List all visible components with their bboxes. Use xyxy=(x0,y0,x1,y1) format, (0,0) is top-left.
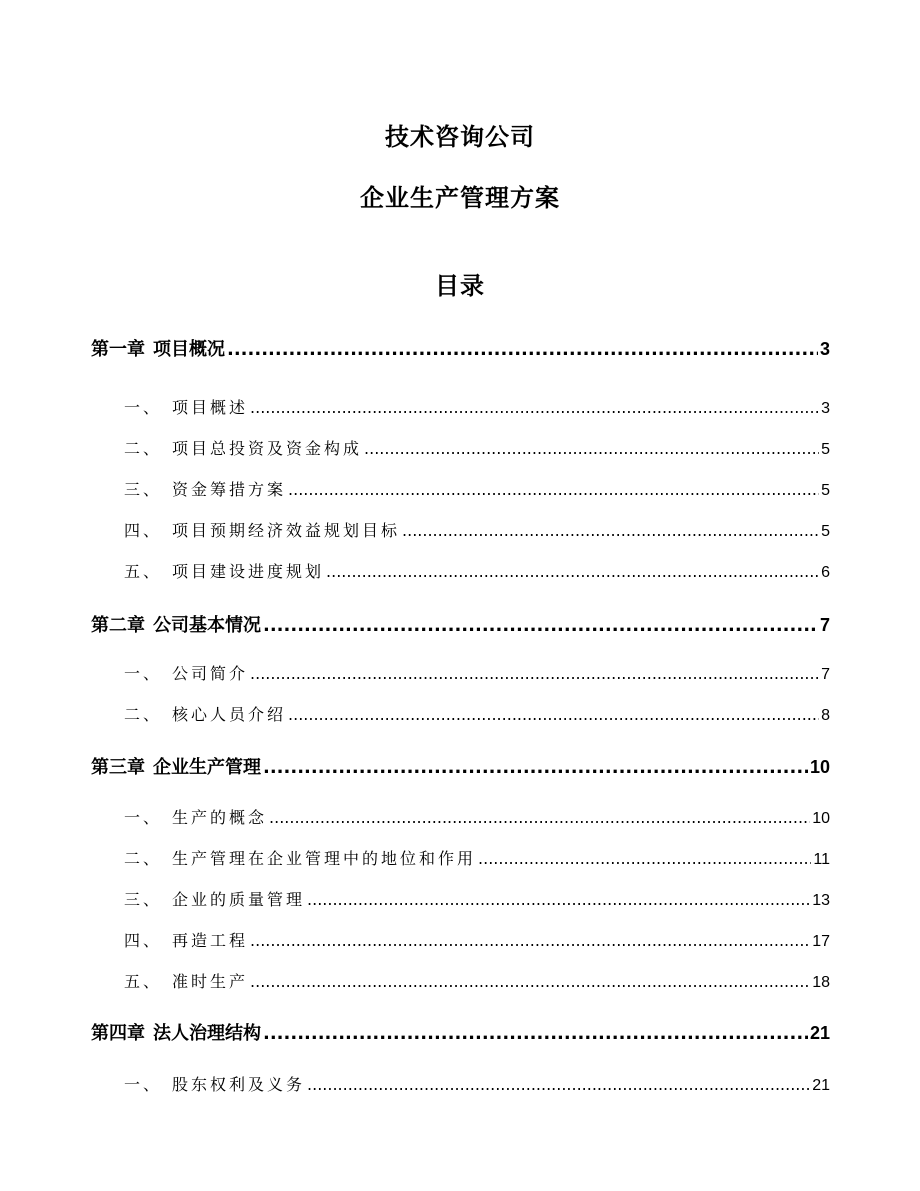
toc-section-1-4[interactable] xyxy=(91,520,830,543)
toc-entry-number: 四、 xyxy=(124,931,163,950)
toc-entry-number: 二、 xyxy=(124,849,163,868)
toc-entry-number: 一、 xyxy=(124,808,163,827)
toc-leader xyxy=(227,338,818,362)
toc-entry-text: 资金筹措方案 xyxy=(172,480,287,499)
toc-leader xyxy=(263,614,818,638)
toc-entry-text: 项目概述 xyxy=(172,398,249,417)
toc-entry-number: 第四章 xyxy=(91,1023,145,1044)
toc-page-number: 21 xyxy=(812,1077,830,1094)
toc-leader xyxy=(307,889,810,911)
toc-section-3-4[interactable] xyxy=(91,930,830,953)
toc-entry-text: 项目建设进度规划 xyxy=(172,562,325,581)
toc-entry-number: 一、 xyxy=(124,1075,163,1094)
toc-section-2-2[interactable] xyxy=(91,704,830,727)
toc-section-1-3[interactable] xyxy=(91,479,830,502)
toc-leader xyxy=(250,397,819,419)
toc-entry-number: 三、 xyxy=(124,890,163,909)
toc-entry-text: 项目预期经济效益规划目标 xyxy=(172,521,401,540)
toc-leader xyxy=(250,663,819,685)
toc-leader xyxy=(288,704,819,726)
toc-leader xyxy=(402,520,819,542)
toc-entry-number: 四、 xyxy=(124,521,163,540)
toc-entry-text: 项目概况 xyxy=(153,339,225,360)
toc-leader xyxy=(250,971,810,993)
toc-page-number: 6 xyxy=(821,564,830,581)
toc-page-number: 21 xyxy=(809,1023,830,1043)
toc-section-1-5[interactable] xyxy=(91,561,830,584)
toc-entry-text: 核心人员介绍 xyxy=(172,705,287,724)
toc-leader xyxy=(478,848,811,870)
toc-section-3-5[interactable] xyxy=(91,971,830,994)
toc-heading: 目录 xyxy=(435,272,485,300)
toc-page-number: 13 xyxy=(812,892,830,909)
toc-section-1-2[interactable] xyxy=(91,438,830,461)
toc-page-number: 18 xyxy=(812,974,830,991)
toc-entry-number: 一、 xyxy=(124,664,163,683)
toc-chapter-2[interactable] xyxy=(91,613,830,638)
toc-page-number: 3 xyxy=(819,339,830,359)
toc-leader xyxy=(269,807,810,829)
toc-entry-number: 二、 xyxy=(124,705,163,724)
toc-page-number: 10 xyxy=(809,757,830,777)
toc-section-2-1[interactable] xyxy=(91,663,830,686)
toc-entry-number: 三、 xyxy=(124,480,163,499)
toc-section-3-3[interactable] xyxy=(91,889,830,912)
toc-leader xyxy=(307,1074,810,1096)
toc-chapter-3[interactable] xyxy=(91,755,830,780)
document-title: 企业生产管理方案 xyxy=(360,184,560,212)
toc-entry-text: 企业生产管理 xyxy=(153,757,261,778)
toc-section-1-1[interactable] xyxy=(91,397,830,420)
toc-leader xyxy=(326,561,819,583)
toc-entry-number: 五、 xyxy=(124,972,163,991)
toc-leader xyxy=(250,930,810,952)
toc-section-3-1[interactable] xyxy=(91,807,830,830)
toc-page-number: 11 xyxy=(813,851,830,868)
toc-page-number: 5 xyxy=(821,441,830,458)
toc-leader xyxy=(288,479,819,501)
toc-leader xyxy=(263,756,808,780)
toc-entry-text: 项目总投资及资金构成 xyxy=(172,439,363,458)
toc-entry-number: 第二章 xyxy=(91,615,145,636)
toc-page-number: 17 xyxy=(812,933,830,950)
toc-chapter-1[interactable] xyxy=(91,337,830,362)
toc-entry-text: 准时生产 xyxy=(172,972,249,991)
toc-entry-text: 公司简介 xyxy=(172,664,249,683)
toc-entry-number: 第一章 xyxy=(91,339,145,360)
toc-page-number: 5 xyxy=(821,523,830,540)
toc-entry-number: 五、 xyxy=(124,562,163,581)
toc-entry-text: 再造工程 xyxy=(172,931,249,950)
toc-section-4-1[interactable] xyxy=(91,1074,830,1097)
toc-page-number: 5 xyxy=(821,482,830,499)
toc-entry-text: 生产管理在企业管理中的地位和作用 xyxy=(172,849,477,868)
toc-entry-text: 企业的质量管理 xyxy=(172,890,306,909)
toc-entry-text: 生产的概念 xyxy=(172,808,268,827)
toc-entry-number: 一、 xyxy=(124,398,163,417)
toc-page-number: 3 xyxy=(821,400,830,417)
toc-entry-text: 法人治理结构 xyxy=(153,1023,261,1044)
toc-leader xyxy=(263,1022,808,1046)
toc-page-number: 8 xyxy=(821,707,830,724)
toc-page-number: 10 xyxy=(812,810,830,827)
toc-section-3-2[interactable] xyxy=(91,848,830,871)
company-name: 技术咨询公司 xyxy=(385,123,535,151)
toc-entry-number: 二、 xyxy=(124,439,163,458)
toc-page-number: 7 xyxy=(821,666,830,683)
toc-leader xyxy=(364,438,819,460)
toc-page-number: 7 xyxy=(819,615,830,635)
toc-entry-number: 第三章 xyxy=(91,757,145,778)
toc-entry-text: 股东权利及义务 xyxy=(172,1075,306,1094)
toc-entry-text: 公司基本情况 xyxy=(153,615,261,636)
toc-chapter-4[interactable] xyxy=(91,1021,830,1046)
